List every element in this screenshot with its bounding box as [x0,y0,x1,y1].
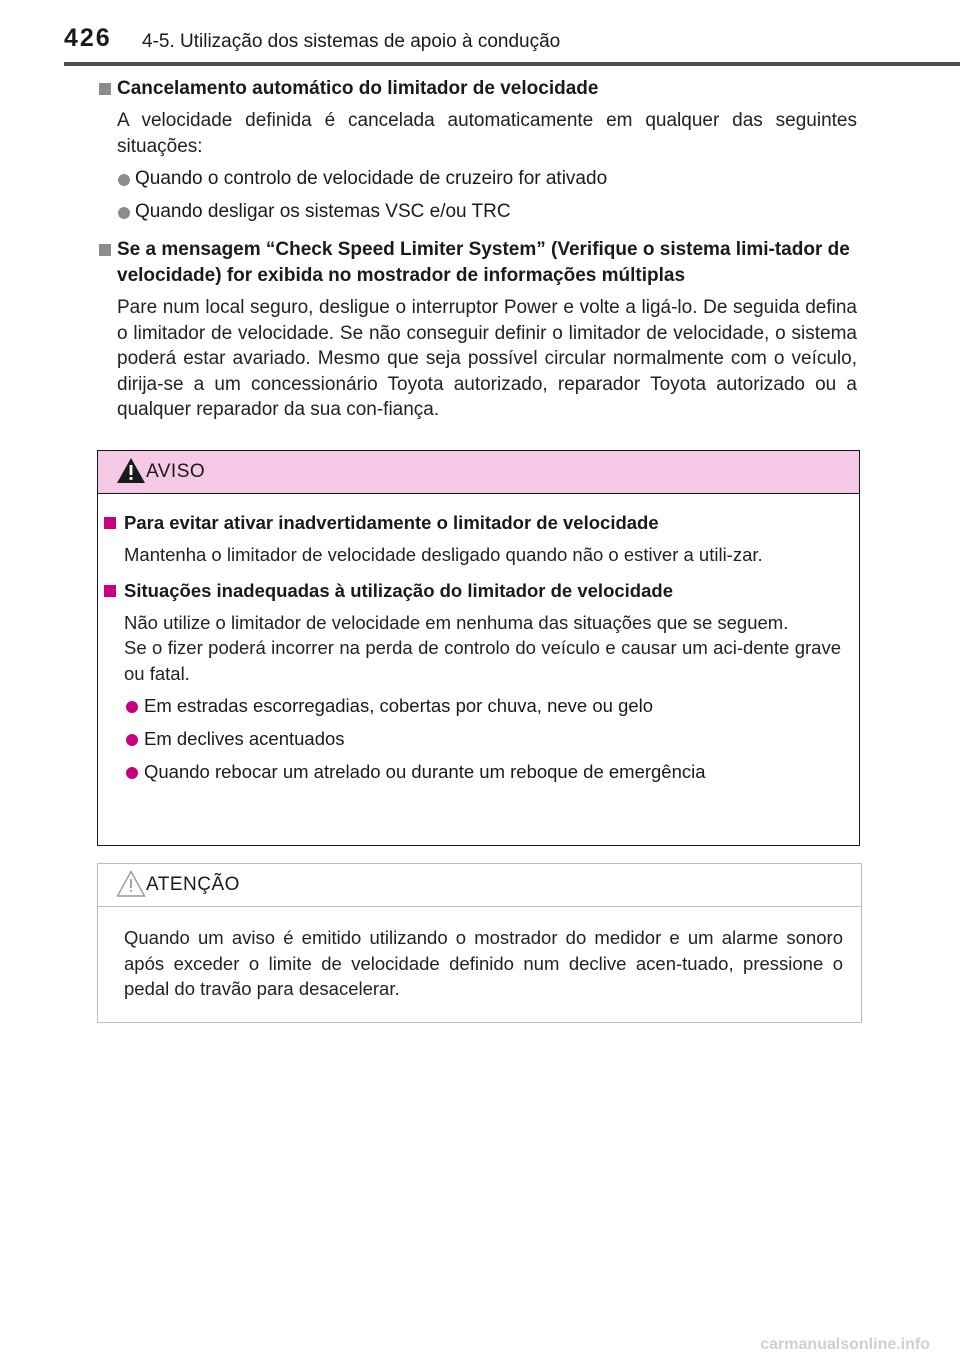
list-item-text: Quando o controlo de velocidade de cruzeiro for ativado [135,168,608,189]
section-heading-text: Cancelamento automático do limitador de velocidade [117,78,599,99]
list-item-text: Em declives acentuados [144,728,345,749]
warning-item-heading [98,578,841,604]
list-item-text: Quando desligar os sistemas VSC e/ou TRC [135,201,511,222]
chapter-title: 4-5. Utilização dos sistemas de apoio à condução [142,31,561,52]
square-bullet-icon [99,83,111,95]
warning-box [97,450,860,846]
warning-item-text: Se o fizer poderá incorrer na perda de controlo do veículo e causar um aci-dente grave ou fatal. [124,637,841,684]
list-item [98,759,841,785]
warning-item-text: Mantenha o limitador de velocidade desligado quando não o estiver a utili-zar. [124,544,763,565]
round-bullet-icon [126,767,138,779]
warning-item [98,578,841,786]
round-bullet-icon [118,174,130,186]
section-heading [97,76,857,102]
warning-item-heading-text: Situações inadequadas à utilização do limitador de velocidade [124,579,673,601]
section-heading [97,237,857,289]
round-bullet-icon [126,701,138,713]
warning-item-heading-text: Para evitar ativar inadvertidamente o limitador de velocidade [124,512,659,533]
section-paragraph: A velocidade definida é cancelada automaticamente em qualquer das seguintes situações: [117,110,857,157]
bullet-list [97,166,857,225]
list-item-text: Em estradas escorregadias, cobertas por chuva, neve ou gelo [144,695,654,716]
section-auto-cancel [97,76,857,225]
warning-box-title: AVISO [146,461,206,482]
warning-triangle-icon [116,457,146,484]
main-content [97,76,857,435]
round-bullet-icon [126,734,138,746]
warning-item [98,510,841,568]
list-item [98,726,841,752]
warning-item-heading [98,510,841,536]
header-rule [64,62,960,66]
square-bullet-icon [99,244,111,256]
watermark: carmanualsonline.info [760,1336,930,1353]
list-item [97,166,857,192]
warning-box-header [98,451,859,494]
caution-text: Quando um aviso é emitido utilizando o mostrador do medidor e um alarme sonoro após exceder o limite de velocidade definido num declive acen-tuado, pressione o pedal do travão para desacelerar. [124,927,843,999]
warning-item-text: Não utilize o limitador de velocidade em nenhuma das situações que se seguem. [124,611,789,633]
warning-box-body [98,494,859,785]
page-number: 426 [64,24,112,52]
round-bullet-icon [118,207,130,219]
section-check-message [97,237,857,423]
caution-box-header [98,864,861,907]
list-item [97,199,857,225]
caution-box-title: ATENÇÃO [146,874,240,895]
list-item [98,693,841,719]
square-bullet-icon [104,585,116,597]
section-paragraph: Pare num local seguro, desligue o interruptor Power e volte a ligá-lo. De seguida defina o limitador de velocidade. Se não conseguir definir o limitador de velocidade, o sistema poderá estar avariado. Mesmo que seja possível circular normalmente com o veículo, dirija-se a um concessionário Toyota autorizado, reparador Toyota autorizado ou a qualquer reparador da sua con-fiança. [117,297,857,420]
square-bullet-icon [104,517,116,529]
caution-triangle-icon [116,870,146,897]
caution-box [97,863,862,1023]
bullet-list [98,693,841,785]
page-header [0,0,960,70]
caution-box-body [98,907,861,1002]
section-heading-text: Se a mensagem “Check Speed Limiter System” (Verifique o sistema limi-tador de velocidade) for exibida no mostrador de informações múltiplas [117,239,850,286]
list-item-text: Quando rebocar um atrelado ou durante um reboque de emergência [144,761,706,782]
